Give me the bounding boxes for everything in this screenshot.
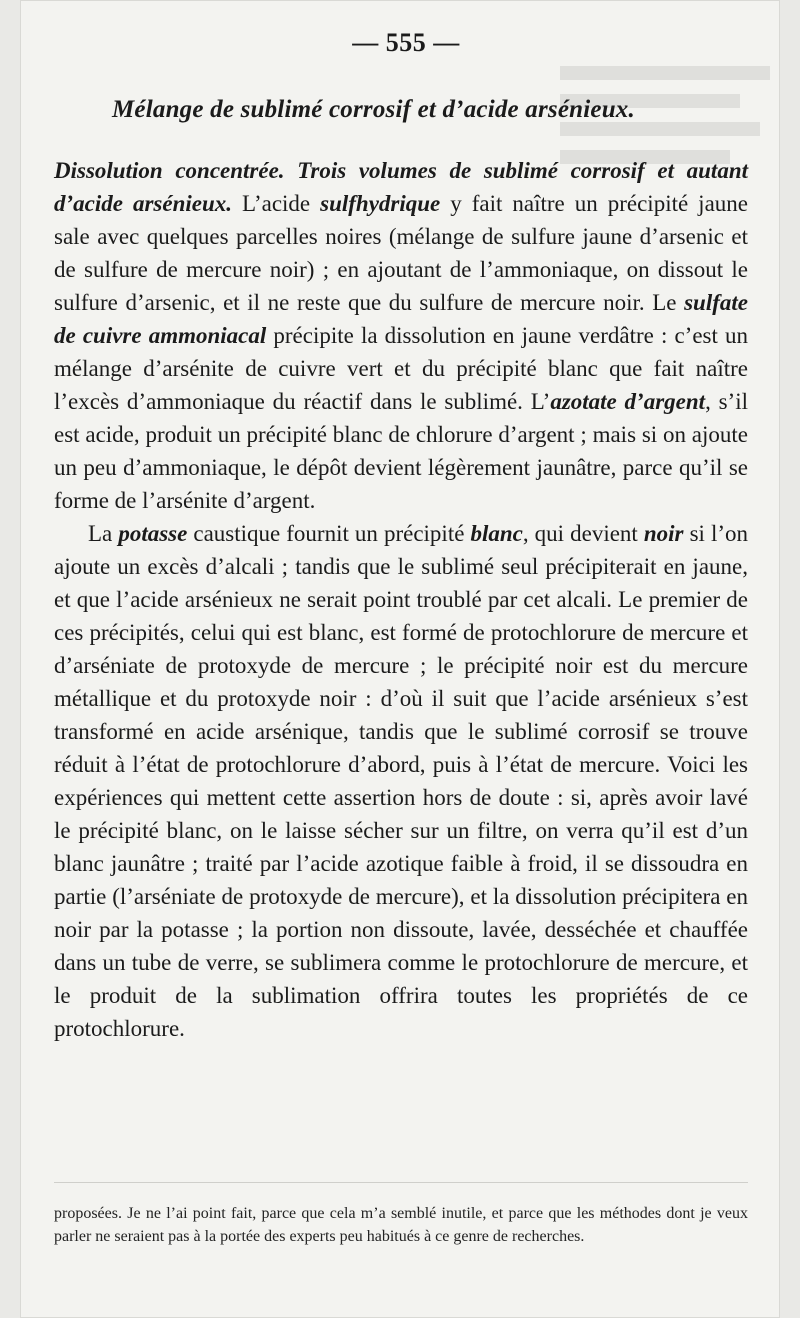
paragraph1-text-7: , s’il est acide, produit un précipité blanc de chlorure d’argent ; mais si on ajoute un peu d’ammoniaque, le dépôt devient légèrement jaunâtre, parce qu’il se forme de l’arsénite d’argent. [54, 389, 748, 513]
section-title: Mélange de sublimé corrosif et d’acide arsénieux. [112, 96, 635, 123]
body-text [54, 154, 748, 1045]
paragraph2-text-6: si l’on ajoute un excès d’alcali ; tandis que le sublimé seul précipiterait en jaune, et que l’acide arsénieux ne serait point troublé par cet alcali. Le premier de ces précipités, celui qui est blanc, est formé de protochlorure de mercure et d’arséniate de protoxyde de mercure ; le précipité noir est du mercure métallique et du protoxyde noir : d’où il suit que l’acide arsénieux s’est transformé en acide arsénique, tandis que le sublimé corrosif se trouve réduit à l’état de protochlorure d’abord, puis à l’état de mercure. Voici les expériences qui mettent cette assertion hors de doute : si, après avoir lavé le précipité blanc, on le laisse sécher sur un filtre, on verra qu’il est d’un blanc jaunâtre ; traité par l’acide azotique faible à froid, il se dissoudra en partie (l’arséniate de protoxyde de mercure), et la dissolution précipitera en noir par la potasse ; la portion non dissoute, lavée, desséchée et chauffée dans un tube de verre, se sublimera comme le protochlorure de mercure, et le produit de la sublimation offrira toutes les propriétés de ce protochlorure. [54, 521, 749, 1041]
paragraph2-text-2: caustique fournit un précipité [187, 521, 471, 546]
paragraph1-emphasis-2: sulfhydrique [320, 191, 441, 216]
footnote: proposées. Je ne l’ai point fait, parce que cela m’a semblé inutile, et parce que les méthodes dont je veux parler ne seraient pas à la portée des experts peu habitués à ce genre de recherches. [54, 1205, 748, 1245]
paragraph1-text-5: précipite la dissolution en jaune verdâtre : c’est un mélange d’arsénite de cuivre vert et du précipité blanc que fait naître l’excès d’ammoniaque du réactif dans le sublimé. L’ [54, 323, 748, 414]
page-number: — 555 — [352, 28, 460, 57]
paragraph-dissolution [54, 154, 748, 517]
paragraph1-emphasis-0: Dissolution concentrée. Trois volumes de sublimé corrosif et autant d’acide arsénieux. [54, 158, 748, 216]
paragraph2-text-0: La [88, 521, 119, 546]
paragraph1-emphasis-6: azotate d’argent [550, 389, 706, 414]
footnote-separator [54, 1182, 748, 1183]
paragraph1-text-1: L’acide [232, 191, 321, 216]
paragraph1-text-3: y fait naître un précipité jaune sale avec quelques parcelles noires (mélange de sulfure jaune d’arsenic et de sulfure de mercure noir) ; en ajoutant de l’ammoniaque, on dissout le sulfure d’arsenic, et il ne reste que du sulfure de mercure noir. Le [54, 191, 748, 315]
paragraph2-text-4: , qui devient [522, 521, 644, 546]
paragraph2-emphasis-3: blanc [470, 521, 523, 546]
paragraph2-emphasis-1: potasse [118, 521, 188, 546]
paragraph1-emphasis-4: sulfate de cuivre ammoniacal [54, 290, 748, 348]
paragraph-potasse [54, 517, 748, 1045]
paragraph2-emphasis-5: noir [643, 521, 684, 546]
